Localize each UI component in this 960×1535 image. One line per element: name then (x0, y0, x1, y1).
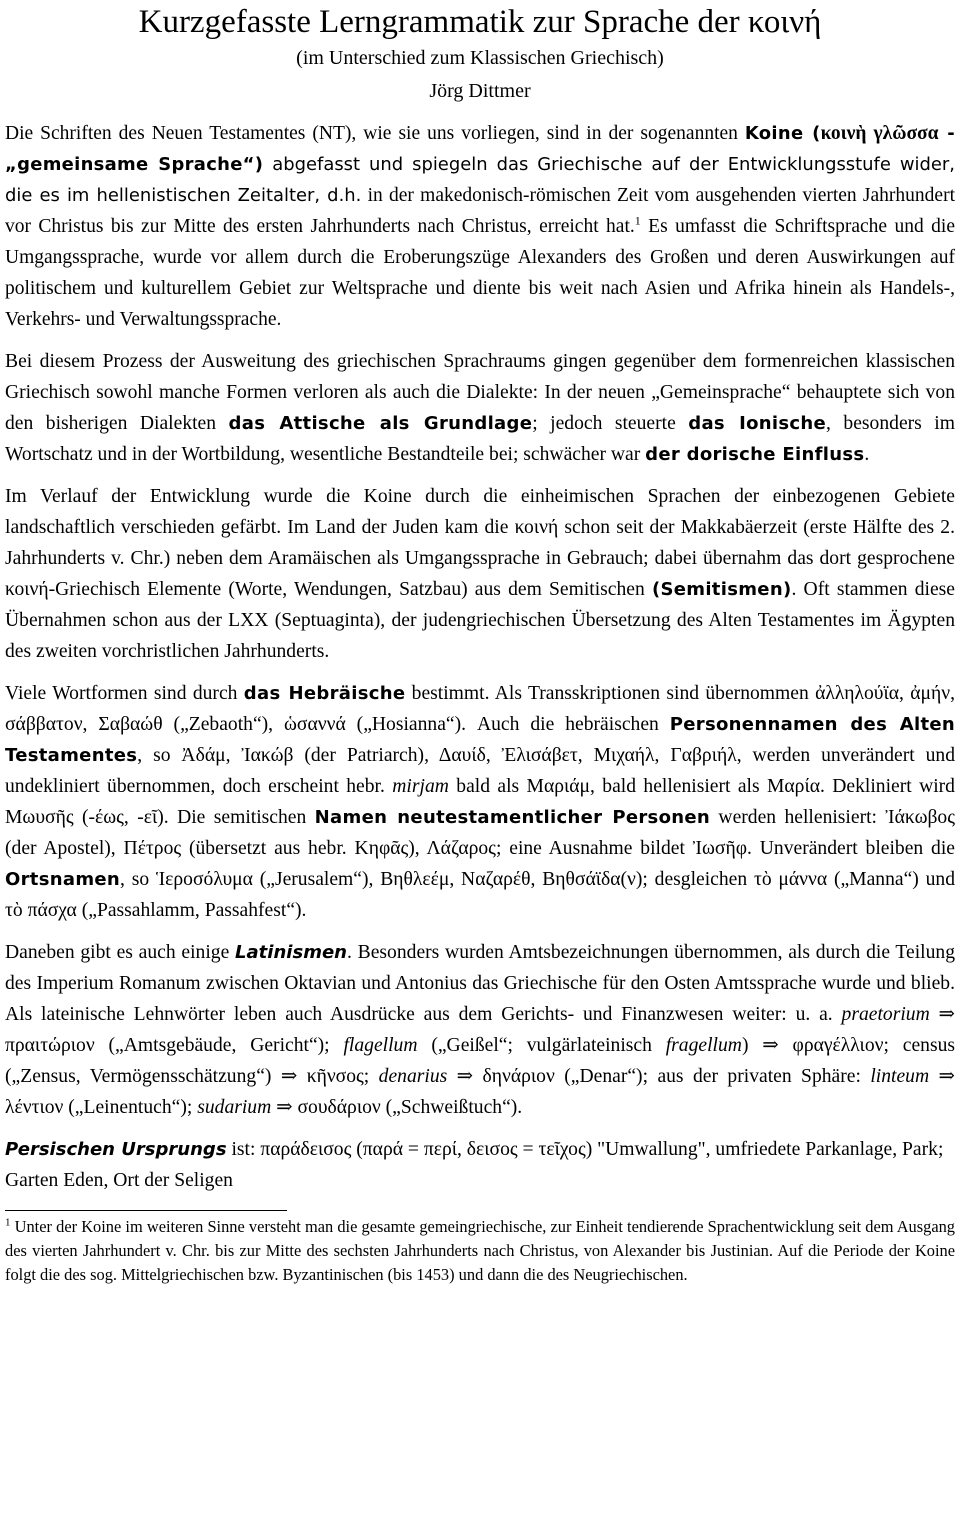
term-namen-personen: Namen neutestamentlicher Personen (314, 807, 711, 828)
paragraph-koine-intro (5, 118, 955, 335)
document-author: Jörg Dittmer (429, 80, 531, 102)
text-run: ; jedoch steuerte (532, 413, 689, 434)
text-run: , so Ἱεροσόλυμα („Jerusalem“), Βηθλεέμ, Ναζαρέθ, Βηθσάϊδα(ν); desgleichen τὸ μάννα („Manna“) und τὸ πάσχα („Passahlamm, Passahfest“). (5, 869, 955, 921)
term-greek-koine: κοινὴ γλῶσσα (820, 123, 939, 144)
term-sudarium: sudarium (197, 1097, 272, 1118)
footnote-text: Unter der Koine im weiteren Sinne versteht man die gesamte gemeingriechische, zur Einheit tendierende Sprachentwicklung seit dem Ausgang des vierten Jahrhundert v. Chr. bis zur Mitte des sechsten Jahrhunderts nach Christus, von Alexander bis Justinian. Auf die Periode der Koine folgt die des sog. Mittelgriechischen bzw. Byzantinischen (bis 1453) und dann die des Neugriechischen. (5, 1217, 955, 1284)
text-run-sans: abgefasst und spiegeln das Griechische auf der Entwicklungsstufe wider, die es im hellenistischen Zeitalter, d.h. (5, 154, 955, 206)
text-run: Daneben gibt es auch einige (5, 942, 236, 963)
term-persischen-ursprungs: Persischen Ursprungs (5, 1139, 227, 1160)
text-run: Es umfasst die Schriftsprache und die Umgangssprache, wurde vor allem durch die Eroberungszüge Alexanders des Großen und deren Auswirkungen auf politischem und kulturellem Gebiet zur Weltsprache und diente bis weit nach Asien und Afrika hinein als Handels-, Verkehrs- und Verwaltungssprache. (5, 216, 955, 330)
document-title: Kurzgefasste Lerngrammatik zur Sprache der κοινή (138, 4, 822, 40)
paragraph-hebrew (5, 678, 955, 926)
text-run: . Besonders wurden Amtsbezeichnungen übernommen, als durch die Teilung des Imperium Romanum zwischen Oktavian und Antonius das Griechische für den Osten Amtssprache wurde und blieb. Als lateinische Lehnwörter leben auch Ausdrücke aus dem Gerichts- und Finanzwesen weiter: u. a. (5, 942, 955, 1025)
text-run: werden hellenisiert: Ἰάκωβος (der Apostel), Πέτρος (übersetzt aus hebr. Κηφᾶς), Λάζαρος; eine Ausnahme bildet Ἰωσῆφ. Unverändert bleiben die (5, 807, 955, 859)
paragraph-persian (5, 1134, 955, 1196)
term-denarius: denarius (378, 1066, 448, 1087)
text-run: („Geißel“; vulgärlateinisch (417, 1035, 666, 1056)
term-hebraeisch: das Hebräische (243, 683, 406, 704)
text-run: ⇒ δηνάριον („Denar“); aus der privaten Sphäre: (447, 1066, 871, 1087)
term-koine: Koine (744, 123, 804, 144)
text-run: , so Ἀδάμ, Ἰακώβ (der Patriarch), Δαυίδ, Ἐλισάβετ, Μιχαήλ, Γαβριήλ, werden unverändert und undekliniert übernommen, doch erscheint hebr. (5, 745, 955, 797)
text-run: ) ⇒ φραγέλλιον; census („Zensus, Vermögensschätzung“) ⇒ κῆνσος; (5, 1035, 955, 1087)
text-run: . Oft stammen diese Übernahmen schon aus der LXX (Septuaginta), der judengriechischen Übersetzung des Alten Testamentes im Ägypten des zweiten vorchristlichen Jahrhunderts. (5, 579, 955, 662)
text-run: ist: παράδεισος (παρά = περί, δεισος = τεῖχος) "Umwallung", umfriedete Parkanlage, Park; Garten Eden, Ort der Seligen (5, 1139, 944, 1191)
term-ortsnamen: Ortsnamen (5, 869, 121, 890)
text-run: bald als Μαριάμ, bald hellenisiert als Μαρία. Dekliniert wird Μωυσῆς (-έως, -εῖ). Die semitischen (5, 776, 955, 828)
term-praetorium: praetorium (841, 1004, 930, 1025)
paragraph-latinisms (5, 937, 955, 1123)
term-linteum: linteum (870, 1066, 930, 1087)
paragraph-semitisms (5, 481, 955, 667)
term-personennamen: Personennamen des Alten Testamentes (5, 714, 955, 766)
text-run: in der makedonisch-römischen Zeit vom ausgehenden vierten Jahrhundert vor Christus bis zur Mitte des ersten Jahrhunderts nach Christus, erreicht hat. (5, 185, 955, 237)
term-dorisch: der dorische Einfluss (645, 444, 865, 465)
footnote-reference[interactable]: 1 (634, 213, 641, 228)
term-flagellum: flagellum (343, 1035, 418, 1056)
term-attisch: das Attische als Grundlage (228, 413, 533, 434)
term-ionisch: das Ionische (688, 413, 827, 434)
paragraph-dialects (5, 346, 955, 470)
term-semitismen: (Semitismen) (651, 579, 792, 600)
text-run: ⇒ σουδάριον („Schweißtuch“). (271, 1097, 523, 1118)
text-run: Bei diesem Prozess der Ausweitung des griechischen Sprachraums gingen gegenüber dem formenreichen klassischen Griechisch sowohl manche Formen verloren als auch die Dialekte: In der neuen „Gemeinsprache“ behauptete sich von den bisherigen Dialekten (5, 351, 955, 434)
text-run: , besonders im Wortschatz und in der Wortbildung, wesentliche Bestandteile bei; schwächer war (5, 413, 955, 465)
term-fragellum: fragellum (665, 1035, 742, 1056)
text-run: ⇒ πραιτώριον („Amtsgebäude, Gericht“); (5, 1004, 955, 1056)
footnote (5, 1215, 955, 1287)
document-page (0, 2, 960, 1535)
term-latinismen: Latinismen (235, 942, 348, 963)
document-subtitle: (im Unterschied zum Klassischen Griechisch) (296, 47, 664, 69)
text-run: Viele Wortformen sind durch (5, 683, 244, 704)
term-gemeinsame-sprache: - „gemeinsame Sprache“) (5, 123, 955, 175)
term-mirjam: mirjam (392, 776, 449, 797)
text-run: Im Verlauf der Entwicklung wurde die Koine durch die einheimischen Sprachen der einbezogenen Gebiete landschaftlich verschieden gefärbt. Im Land der Juden kam die κοινή schon seit der Makkabäerzeit (erste Hälfte des 2. Jahrhunderts v. Chr.) neben dem Aramäischen als Umgangssprache in Gebrauch; dabei übernahm das dort gesprochene κοινή-Griechisch Elemente (Worte, Wendungen, Satzbau) aus dem Semitischen (5, 486, 955, 600)
text-run: . (864, 444, 870, 465)
text-run: ( (803, 123, 821, 144)
text-run: Die Schriften des Neuen Testamentes (NT), wie sie uns vorliegen, sind in der sogenannten (5, 123, 745, 144)
text-run: ⇒ λέντιον („Leinentuch“); (5, 1066, 955, 1118)
footnote-marker: 1 (5, 1216, 11, 1229)
text-run: bestimmt. Als Transskriptionen sind übernommen ἀλληλούϊα, ἀμήν, σάββατον, Σαβαώθ („Zebaoth“), ὡσαννά („Hosianna“). Auch die hebräischen (5, 683, 955, 735)
footnote-divider (5, 1210, 287, 1211)
